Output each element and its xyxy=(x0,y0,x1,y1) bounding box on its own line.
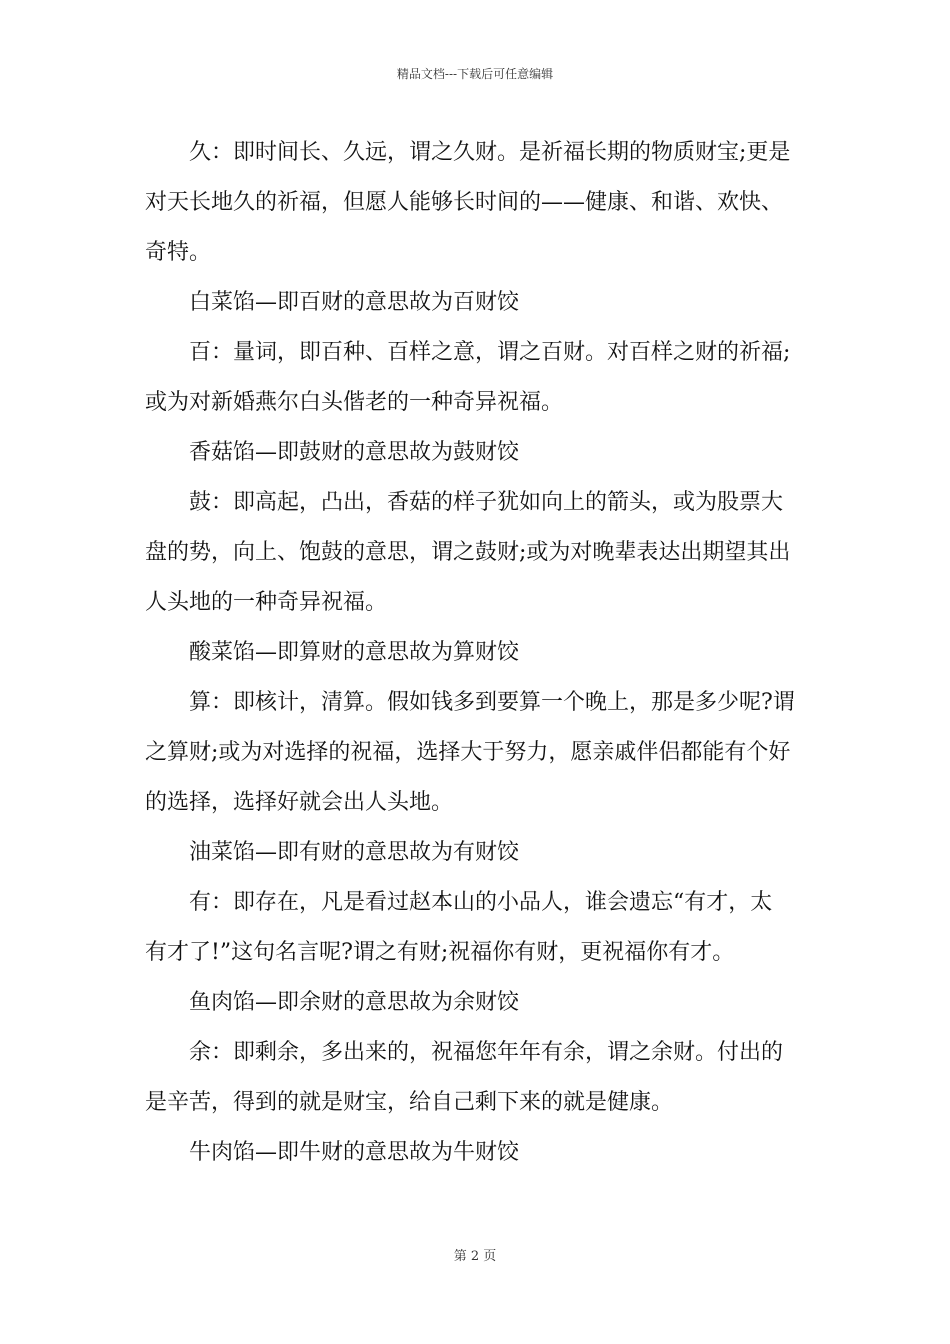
paragraph-line: 或为对新婚燕尔白头偕老的一种奇异祝福。 xyxy=(145,390,564,415)
paragraph-line: 百：量词，即百种、百样之意，谓之百财。对百样之财的祈福; xyxy=(189,340,791,365)
paragraph-line: 奇特。 xyxy=(145,240,212,265)
paragraph-line: 是辛苦，得到的就是财宝，给自己剩下来的就是健康。 xyxy=(145,1090,674,1115)
paragraph-line: 对天长地久的祈福，但愿人能够长时间的——健康、和谐、欢快、 xyxy=(145,190,784,215)
filling-heading: 牛肉馅—即牛财的意思故为牛财饺 xyxy=(189,1140,520,1165)
filling-heading: 香菇馅—即鼓财的意思故为鼓财饺 xyxy=(189,440,520,465)
paragraph-line: 有：即存在，凡是看过赵本山的小品人，谁会遗忘“有才，太 xyxy=(189,890,773,915)
paragraph-line: 的选择，选择好就会出人头地。 xyxy=(145,790,454,815)
paragraph-line: 久：即时间长、久远，谓之久财。是祈福长期的物质财宝;更是 xyxy=(189,140,791,165)
page-number: 第 2 页 xyxy=(453,1249,497,1264)
document-body xyxy=(145,128,807,1178)
paragraph-line: 算：即核计，清算。假如钱多到要算一个晚上，那是多少呢?谓 xyxy=(189,690,795,715)
paragraph-line: 有才了!”这句名言呢?谓之有财;祝福你有财，更祝福你有才。 xyxy=(145,940,735,965)
paragraph-line: 之算财;或为对选择的祝福，选择大于努力，愿亲戚伴侣都能有个好 xyxy=(145,740,791,765)
paragraph-line: 鼓：即高起，凸出，香菇的样子犹如向上的箭头，或为股票大 xyxy=(189,490,784,515)
filling-heading: 油菜馅—即有财的意思故为有财饺 xyxy=(189,840,520,865)
filling-heading: 鱼肉馅—即余财的意思故为余财饺 xyxy=(189,990,520,1015)
paragraph-line: 人头地的一种奇异祝福。 xyxy=(145,590,388,615)
filling-heading: 白菜馅—即百财的意思故为百财饺 xyxy=(189,290,520,315)
filling-heading: 酸菜馅—即算财的意思故为算财饺 xyxy=(189,640,520,665)
paragraph-line: 余：即剩余，多出来的，祝福您年年有余，谓之余财。付出的 xyxy=(189,1040,784,1065)
page-header: 精品文档---下载后可任意编辑 xyxy=(396,67,554,81)
paragraph-line: 盘的势，向上、饱鼓的意思，谓之鼓财;或为对晚辈表达出期望其出 xyxy=(145,540,791,565)
